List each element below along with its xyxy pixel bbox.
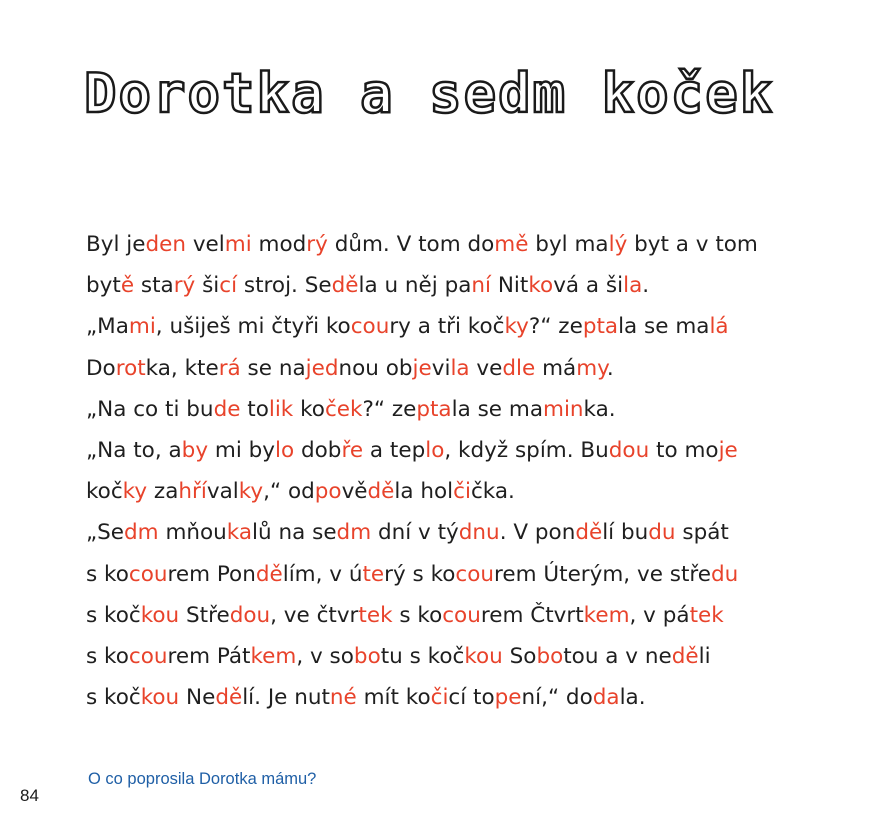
story-line bbox=[86, 224, 826, 265]
highlighted-syllable: mě bbox=[494, 232, 529, 257]
plain-text: spát bbox=[675, 520, 729, 546]
plain-text: la u něj pa bbox=[358, 273, 472, 299]
plain-text: la se ma bbox=[618, 314, 710, 340]
story-line bbox=[86, 430, 826, 471]
highlighted-syllable: cí bbox=[219, 273, 238, 299]
plain-text: . V pon bbox=[499, 520, 576, 546]
plain-text: vel bbox=[186, 232, 225, 257]
plain-text: vi bbox=[431, 355, 451, 381]
highlighted-syllable: la bbox=[450, 355, 470, 381]
plain-text: se na bbox=[240, 355, 306, 381]
highlighted-syllable: bo bbox=[536, 643, 564, 669]
plain-text: koč bbox=[86, 479, 123, 505]
plain-text: s ko bbox=[86, 643, 129, 669]
highlighted-syllable: bo bbox=[353, 643, 381, 669]
highlighted-syllable: pe bbox=[494, 685, 522, 711]
story-line bbox=[86, 512, 826, 553]
highlighted-syllable: ček bbox=[324, 396, 363, 422]
highlighted-syllable: kou bbox=[140, 602, 180, 628]
highlighted-syllable: den bbox=[145, 232, 186, 257]
highlighted-syllable: kou bbox=[464, 643, 503, 669]
plain-text: čka. bbox=[470, 479, 515, 505]
plain-text: la hol bbox=[394, 479, 454, 505]
highlighted-syllable: kem bbox=[583, 602, 630, 628]
plain-text: ?“ ze bbox=[362, 396, 417, 422]
highlighted-syllable: dle bbox=[502, 355, 536, 381]
highlighted-syllable: cou bbox=[442, 602, 481, 628]
highlighted-syllable: je bbox=[718, 437, 738, 463]
plain-text: mi by bbox=[208, 437, 276, 463]
highlighted-syllable: rý bbox=[173, 273, 196, 299]
highlighted-syllable: cou bbox=[128, 643, 168, 669]
highlighted-syllable: dnu bbox=[458, 520, 500, 546]
story-line bbox=[86, 389, 826, 430]
highlighted-syllable: tek bbox=[689, 602, 724, 628]
highlighted-syllable: lik bbox=[268, 396, 294, 422]
highlighted-syllable: rá bbox=[218, 355, 241, 381]
plain-text: a tep bbox=[363, 437, 426, 463]
plain-text: , v so bbox=[296, 643, 354, 669]
highlighted-syllable: cou bbox=[455, 561, 495, 587]
plain-text: ní,“ do bbox=[521, 685, 593, 711]
highlighted-syllable: dm bbox=[336, 520, 372, 546]
highlighted-syllable: dě bbox=[575, 520, 603, 546]
plain-text: s ko bbox=[86, 561, 129, 587]
plain-text: byl ma bbox=[528, 232, 609, 257]
plain-text: mňou bbox=[158, 520, 227, 546]
highlighted-syllable: ky bbox=[238, 479, 264, 505]
plain-text: . bbox=[642, 273, 650, 299]
highlighted-syllable: du bbox=[648, 520, 676, 546]
highlighted-syllable: de bbox=[213, 396, 241, 422]
highlighted-syllable: je bbox=[412, 355, 432, 381]
highlighted-syllable: dě bbox=[671, 643, 699, 669]
plain-text: li bbox=[698, 643, 711, 669]
plain-text: rý s ko bbox=[384, 561, 456, 587]
highlighted-syllable: ky bbox=[122, 479, 148, 505]
highlighted-syllable: ky bbox=[504, 314, 529, 340]
highlighted-syllable: my bbox=[576, 355, 607, 381]
plain-text: „Na to, a bbox=[86, 437, 182, 463]
plain-text: to bbox=[240, 396, 269, 422]
plain-text: má bbox=[535, 355, 577, 381]
plain-text: „Ma bbox=[86, 314, 129, 340]
story-line bbox=[86, 554, 826, 595]
story-line bbox=[86, 595, 826, 636]
plain-text: rem Úterým, ve stře bbox=[494, 561, 711, 587]
highlighted-syllable: dou bbox=[608, 437, 650, 463]
highlighted-syllable: dm bbox=[124, 520, 159, 546]
plain-text: vá a ši bbox=[553, 273, 624, 299]
plain-text: la se ma bbox=[451, 396, 543, 422]
plain-text: lí bu bbox=[602, 520, 649, 546]
plain-text: So bbox=[502, 643, 537, 669]
plain-text: tou a v ne bbox=[563, 643, 672, 669]
highlighted-syllable: po bbox=[314, 479, 342, 505]
plain-text: ka. bbox=[583, 396, 616, 422]
plain-text: ?“ ze bbox=[528, 314, 583, 340]
highlighted-syllable: lo bbox=[275, 437, 295, 463]
highlighted-syllable: či bbox=[430, 685, 449, 711]
page-number: 84 bbox=[20, 786, 39, 805]
page-title: Dorotka a sedm koček bbox=[84, 62, 775, 125]
plain-text: tu s koč bbox=[380, 643, 465, 669]
reading-question: O co poprosila Dorotka mámu? bbox=[88, 770, 317, 788]
plain-text: lím, v ú bbox=[282, 561, 363, 587]
story-line bbox=[86, 265, 826, 306]
highlighted-syllable: dě bbox=[331, 273, 359, 299]
plain-text: za bbox=[147, 479, 179, 505]
highlighted-syllable: da bbox=[592, 685, 620, 711]
plain-text: „Se bbox=[86, 520, 125, 546]
plain-text: vě bbox=[341, 479, 368, 505]
highlighted-syllable: rot bbox=[115, 355, 146, 381]
plain-text: ve bbox=[469, 355, 503, 381]
highlighted-syllable: mi bbox=[224, 232, 252, 257]
story-text bbox=[86, 224, 826, 718]
plain-text: lů na se bbox=[252, 520, 337, 546]
plain-text: la. bbox=[619, 685, 646, 711]
highlighted-syllable: dě bbox=[367, 479, 395, 505]
plain-text: byt a v tom bbox=[627, 232, 758, 257]
highlighted-syllable: dě bbox=[255, 561, 283, 587]
plain-text: mít ko bbox=[356, 685, 431, 711]
plain-text: s koč bbox=[86, 602, 141, 628]
plain-text: lí. Je nut bbox=[242, 685, 330, 711]
plain-text: dům. V tom do bbox=[327, 232, 495, 257]
highlighted-syllable: dě bbox=[215, 685, 243, 711]
plain-text: rem Čtvrt bbox=[480, 602, 584, 628]
plain-text: ši bbox=[195, 273, 220, 299]
plain-text: s koč bbox=[86, 685, 141, 711]
highlighted-syllable: by bbox=[181, 437, 209, 463]
highlighted-syllable: hří bbox=[178, 479, 207, 505]
plain-text: rem Pon bbox=[167, 561, 256, 587]
plain-text: . bbox=[606, 355, 614, 381]
highlighted-syllable: kou bbox=[140, 685, 180, 711]
highlighted-syllable: kem bbox=[250, 643, 297, 669]
plain-text: Stře bbox=[179, 602, 230, 628]
plain-text: ry a tři koč bbox=[389, 314, 505, 340]
highlighted-syllable: ře bbox=[341, 437, 364, 463]
highlighted-syllable: min bbox=[543, 396, 584, 422]
plain-text: Byl je bbox=[86, 232, 146, 257]
plain-text: dní v tý bbox=[371, 520, 459, 546]
plain-text: byt bbox=[86, 273, 121, 299]
plain-text: s ko bbox=[392, 602, 443, 628]
plain-text: , ve čtvr bbox=[270, 602, 359, 628]
plain-text: Nit bbox=[491, 273, 529, 299]
plain-text: Ne bbox=[179, 685, 216, 711]
highlighted-syllable: ní bbox=[471, 273, 492, 299]
story-line bbox=[86, 471, 826, 512]
highlighted-syllable: rý bbox=[306, 232, 328, 257]
highlighted-syllable: ko bbox=[528, 273, 554, 299]
highlighted-syllable: lo bbox=[425, 437, 445, 463]
highlighted-syllable: jed bbox=[305, 355, 339, 381]
highlighted-syllable: du bbox=[710, 561, 739, 587]
highlighted-syllable: né bbox=[329, 685, 357, 711]
highlighted-syllable: lá bbox=[709, 314, 729, 340]
story-line bbox=[86, 677, 826, 718]
highlighted-syllable: te bbox=[362, 561, 385, 587]
highlighted-syllable: cou bbox=[128, 561, 168, 587]
highlighted-syllable: či bbox=[453, 479, 471, 505]
highlighted-syllable: pta bbox=[582, 314, 619, 340]
highlighted-syllable: ka bbox=[226, 520, 253, 546]
plain-text: ko bbox=[293, 396, 325, 422]
plain-text: „Na co ti bu bbox=[86, 396, 214, 422]
plain-text: val bbox=[206, 479, 239, 505]
plain-text: cí to bbox=[448, 685, 495, 711]
plain-text: Do bbox=[86, 355, 116, 381]
highlighted-syllable: la bbox=[623, 273, 643, 299]
plain-text: nou ob bbox=[338, 355, 413, 381]
story-line bbox=[86, 636, 826, 677]
highlighted-syllable: lý bbox=[608, 232, 628, 257]
plain-text: , když spím. Bu bbox=[444, 437, 609, 463]
plain-text: rem Pát bbox=[167, 643, 251, 669]
plain-text: ka, kte bbox=[145, 355, 219, 381]
highlighted-syllable: cou bbox=[350, 314, 390, 340]
highlighted-syllable: pta bbox=[416, 396, 452, 422]
plain-text: mod bbox=[251, 232, 307, 257]
story-line bbox=[86, 348, 826, 389]
plain-text: sta bbox=[134, 273, 174, 299]
highlighted-syllable: dou bbox=[229, 602, 271, 628]
story-line bbox=[86, 306, 826, 347]
plain-text: stroj. Se bbox=[237, 273, 332, 299]
plain-text: , ušiješ mi čtyři ko bbox=[155, 314, 351, 340]
plain-text: ,“ od bbox=[263, 479, 315, 505]
plain-text: dob bbox=[294, 437, 342, 463]
highlighted-syllable: tek bbox=[358, 602, 393, 628]
plain-text: , v pá bbox=[629, 602, 690, 628]
highlighted-syllable: mi bbox=[128, 314, 156, 340]
highlighted-syllable: ě bbox=[120, 273, 135, 299]
plain-text: to mo bbox=[649, 437, 719, 463]
